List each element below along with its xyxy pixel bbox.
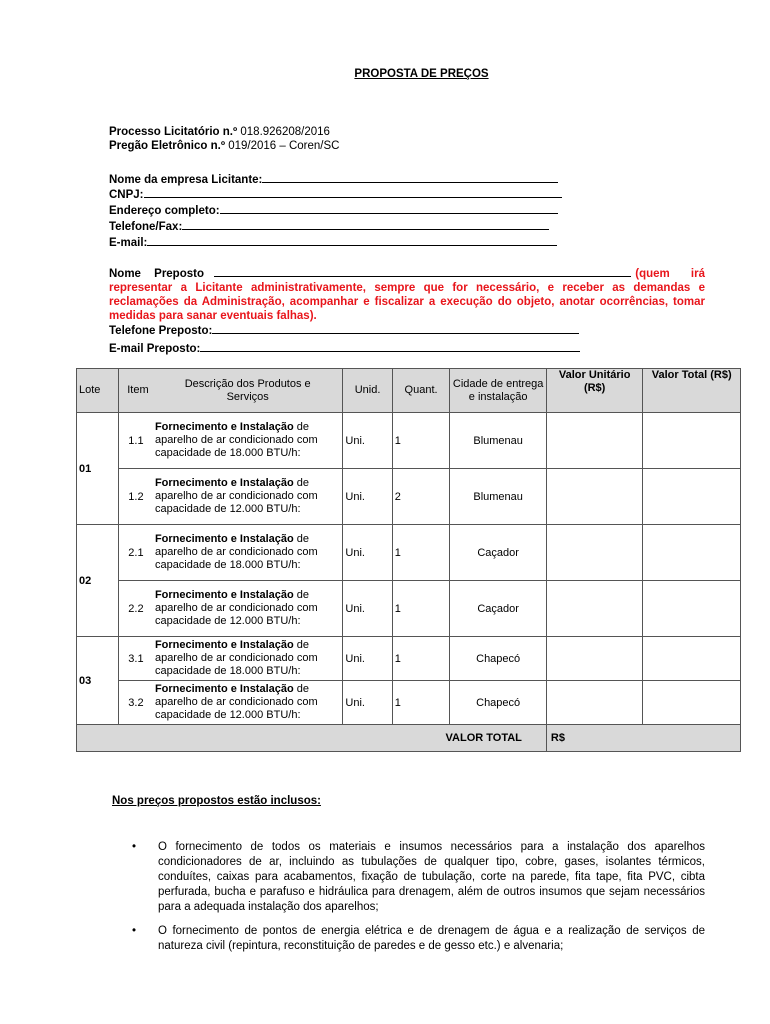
item-desc-cell [118,581,342,637]
lote-cell [77,525,119,637]
valor-unitario-cell [546,581,643,637]
quant-cell: 1 [392,525,450,581]
item-number: 1.1 [128,434,144,447]
item-description: Fornecimento e Instalação de aparelho de ar condicionado com capacidade de 12.000 BTU/h: [154,589,318,627]
item-desc-cell [118,637,342,681]
quant-cell: 1 [392,637,450,681]
table-row [77,681,741,725]
table-row [77,637,741,681]
preposto-label: Nome Preposto [109,268,204,280]
item-description: Fornecimento e Instalação de aparelho de ar condicionado com capacidade de 12.000 BTU/h: [154,477,318,515]
preposto-phone-label: Telefone Preposto: [109,325,213,337]
item-number: 1.2 [128,490,144,503]
cidade-cell: Blumenau [450,413,547,469]
header-cidade: Cidade de entrega e instalação [450,369,547,413]
valor-total-cell [643,681,741,725]
header-unid: Unid. [343,369,392,413]
table-row [77,469,741,525]
cidade-cell: Caçador [450,525,547,581]
valor-unitario-cell [546,681,643,725]
processo-label: Processo Licitatório n.º [109,126,238,138]
header-descricao: Descrição dos Produtos e Serviços [184,377,311,403]
header-valor-unitario: Valor Unitário (R$) [546,369,643,413]
processo-line [109,125,330,140]
unid-cell: Uni. [343,681,392,725]
item-number: 2.2 [128,602,144,615]
total-label: VALOR TOTAL [77,725,547,752]
item-desc-cell [118,413,342,469]
document-title: PROPOSTA DE PREÇOS [354,68,489,80]
email-blank [147,235,557,246]
valor-total-cell [643,525,741,581]
unid-cell: Uni. [343,413,392,469]
item-number: 3.2 [128,696,144,709]
item-number: 3.1 [128,652,144,665]
phone-fax-blank [182,219,549,230]
preposto-blank [214,266,631,277]
valor-unitario-cell [546,525,643,581]
valor-unitario-cell [546,469,643,525]
preposto-email-label: E-mail Preposto: [109,343,201,355]
bullet-icon: • [132,925,137,937]
item-number: 2.1 [128,546,144,559]
item-description: Fornecimento e Instalação de aparelho de ar condicionado com capacidade de 12.000 BTU/h: [154,683,318,721]
list-item-text: O fornecimento de todos os materiais e insumos necessários para a instalação dos aparelhos condicionadores de ar, incluindo as tubulações de qualquer tipo, cobre, gases, isolantes térmicos, conduítes, caixas para acabamentos, fixação de tubulação, corte na parede, fita tape, fita PVC, cibta perfurada, bucha e parafuso e hidráulica para drenagem, além de outros insumos que sejam necessários para a adequada instalação dos aparelhos; [158,841,705,913]
company-name-label: Nome da empresa Licitante: [109,174,263,186]
lote-label: 01 [79,462,92,475]
table-header-row [77,369,741,413]
valor-total-cell [643,637,741,681]
email-label: E-mail: [109,237,148,249]
valor-unitario-cell [546,637,643,681]
cidade-cell: Chapecó [450,637,547,681]
valor-total-cell [643,581,741,637]
preposto-block [109,266,705,356]
total-row [77,725,741,752]
lote-label: 03 [79,674,92,687]
inclusos-title: Nos preços propostos estão inclusos: [112,795,321,807]
header-item-descricao [118,369,342,413]
pregao-label: Pregão Eletrônico n.º [109,140,226,152]
cidade-cell: Chapecó [450,681,547,725]
phone-fax-label: Telefone/Fax: [109,221,183,233]
item-desc-cell [118,525,342,581]
unid-cell: Uni. [343,469,392,525]
company-name-blank [262,172,558,183]
address-blank [220,203,558,214]
preposto-phone-blank [212,323,579,334]
cidade-cell: Caçador [450,581,547,637]
pregao-line [109,139,339,154]
address-field [109,203,558,219]
unid-cell: Uni. [343,637,392,681]
valor-unitario-cell [546,413,643,469]
quant-cell: 2 [392,469,450,525]
email-field [109,235,557,251]
preposto-email-blank [200,341,580,352]
lote-label: 02 [79,574,92,587]
unid-cell: Uni. [343,581,392,637]
table-row [77,525,741,581]
cidade-cell: Blumenau [450,469,547,525]
unid-cell: Uni. [343,525,392,581]
header-item: Item [127,384,149,396]
quant-cell: 1 [392,413,450,469]
cnpj-blank [144,187,562,198]
table-row [77,581,741,637]
lote-cell [77,637,119,725]
preposto-note-start: (quem irá [635,268,705,280]
quant-cell: 1 [392,581,450,637]
item-description: Fornecimento e Instalação de aparelho de ar condicionado com capacidade de 18.000 BTU/h: [154,639,318,677]
valor-total-cell [643,413,741,469]
preposto-head [109,266,705,281]
bullet-icon: • [132,841,137,853]
preposto-note: representar a Licitante administrativamente, sempre que for necessário, e receber as demandas e reclamações da Administração, acompanhar e fiscalizar a execução do objeto, anotar ocorrências, tomar medidas para sanar eventuais falhas). [109,282,705,322]
list-item [132,840,705,915]
list-item [132,924,705,954]
item-description: Fornecimento e Instalação de aparelho de ar condicionado com capacidade de 18.000 BTU/h: [154,421,318,459]
processo-value: 018.926208/2016 [237,126,330,138]
phone-fax-field [109,219,549,235]
preposto-phone-field [109,323,705,338]
item-description: Fornecimento e Instalação de aparelho de ar condicionado com capacidade de 18.000 BTU/h: [154,533,318,571]
header-valor-total: Valor Total (R$) [643,369,741,413]
valor-total-cell [643,469,741,525]
address-label: Endereço completo: [109,205,220,217]
table-row [77,413,741,469]
company-name-field [109,172,558,188]
cnpj-field [109,187,562,203]
quant-cell: 1 [392,681,450,725]
proposal-table [76,368,741,752]
item-desc-cell [118,469,342,525]
preposto-email-field [109,341,705,356]
header-quant: Quant. [392,369,450,413]
header-lote: Lote [77,369,119,413]
pregao-value: 019/2016 – Coren/SC [225,140,340,152]
list-item-text: O fornecimento de pontos de energia elétrica e de drenagem de água e a realização de serviços de natureza civil (repintura, reconstituição de paredes e de gesso etc.) e alvenaria; [158,925,705,952]
lote-cell [77,413,119,525]
inclusos-list [132,840,705,963]
total-value: R$ [546,725,740,752]
cnpj-label: CNPJ: [109,189,144,201]
item-desc-cell [118,681,342,725]
